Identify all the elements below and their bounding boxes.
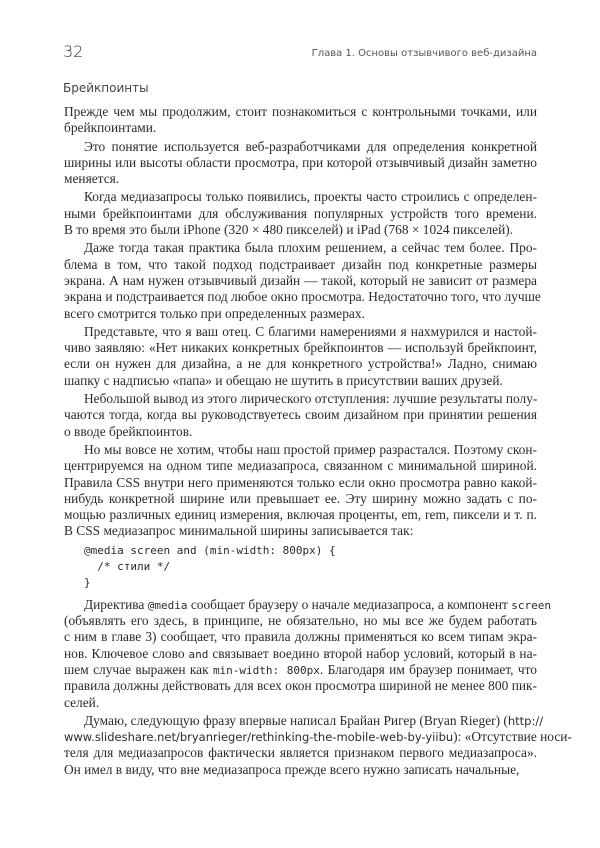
text-segment: экрана. А нам нужен отзывчивый дизайн — такой, который не зависит от размера [64,272,537,288]
text-line [64,507,537,523]
running-header: Глава 1. Основы отзывчивого веб-дизайна [311,48,537,59]
text-segment: Прежде чем мы продолжим, стоит познакомиться с контрольными точками, или [64,104,537,119]
paragraph [64,139,537,188]
text-segment: Небольшой вывод из этого лирического отступления: лучшие результаты полу- [84,391,538,407]
text-line [64,523,537,539]
paragraphs-before-code [64,104,541,540]
text-segment: если он нужен для дизайна, а не для конкретного устройства!» Ладно, снимаю [64,356,537,372]
inline-code: and [188,647,209,661]
text-line [64,273,537,289]
url-link[interactable]: www.slideshare.net/bryanrieger/rethinking-the-mobile-web-by-yiibu [64,730,454,745]
inline-code: screen [511,598,551,612]
text-segment: экрана и подстраивается под любое окно просмотра. Недостаточно того, что лучше [64,289,541,305]
text-segment: Представьте, что я ваш отец. С благими намерениями я нахмурился и настой- [84,323,537,339]
text-line [64,662,537,678]
text-segment: Он имел в виду, что вне медиазапроса прежде всего нужно записать начальные, [64,761,520,777]
text-line [64,289,541,305]
text-line [64,695,537,711]
text-segment: блема в том, что такой подход подстраивает дизайн под конкретные размеры [64,256,537,272]
text-line [64,155,537,171]
text-segment: . Благодаря им браузер понимает, что [319,661,537,677]
paragraph [64,189,537,238]
text-line [64,596,551,613]
paragraph [64,442,537,540]
text-segment: теля для медиазапросов фактически является признаком первого медиазапроса». [64,745,537,761]
text-line [64,491,537,507]
text-line [64,407,537,423]
paragraph [64,712,572,778]
text-segment: Директива [84,596,148,612]
text-line [64,171,537,187]
text-segment: ): «Отсутствие носи- [453,729,572,745]
text-segment: (объявлять его здесь, в принципе, не обязательно, но мы все же будем работать [64,613,537,629]
text-segment: Но мы вовсе не хотим, чтобы наш простой пример разрастался. Поэтому скон- [84,441,537,457]
text-segment: центрируемся на одном типе медиазапроса, связанном с минимальной шириной. [64,458,537,474]
text-line [64,458,537,474]
paragraphs-after-code [64,596,572,778]
text-segment: В то время это были iPhone (320 × 480 пикселей) и iPad (768 × 1024 пикселей). [64,222,514,238]
text-line [64,712,544,729]
text-segment: шем случае выражен как [64,661,213,677]
paragraph [64,596,551,711]
text-segment: чаются тогда, когда вы руководствуетесь своим дизайном при принятии решения [64,407,537,423]
text-segment: с ним в главе 3) сообщает, что правила должны применяться ко всем типам экра- [64,629,537,645]
section-heading: Брейкпоинты [63,81,149,95]
text-line [64,475,537,491]
text-line [64,306,537,322]
text-line [64,222,537,238]
text-line [64,189,537,205]
paragraph [64,104,537,137]
paragraph [64,240,541,321]
text-line [64,442,537,458]
paragraph [64,324,537,389]
text-line [64,373,537,389]
text-line [64,206,537,222]
text-line [64,139,537,155]
text-segment: мощью различных единиц измерения, включая проценты, em, rem, пиксели и т. п. [64,507,537,523]
inline-code: min-width: 800px [212,663,320,677]
paragraph [64,391,537,440]
code-block [64,543,537,591]
text-line [64,678,537,694]
text-segment: связывает воедино второй набор условий, который в на- [208,645,537,661]
text-segment: чиво заявляю: «Нет никаких конкретных брейкпоинтов — используй брейкпоинт, [64,340,537,356]
text-line [64,104,537,120]
text-segment: Это понятие используется веб-разработчиками для определения конкретной [84,138,537,154]
text-line [64,729,572,745]
text-segment: селей. [64,694,100,710]
text-segment: Думаю, следующую фразу впервые написал Брайан Ригер (Bryan Rieger) ( [84,712,508,728]
text-segment: нов. Ключевое слово [64,645,189,661]
text-line [64,613,537,629]
text-line [64,745,537,761]
text-segment: В CSS медиазапрос минимальной ширины записывается так: [64,523,414,539]
text-segment: брейкпоинтами. [64,120,157,136]
code-line: @media screen and (min-width: 800px) { [84,543,336,557]
text-line [64,391,537,407]
text-line [64,240,537,256]
text-segment: меняется. [64,171,120,187]
code-line: /* стили */ [84,559,171,573]
text-line [64,324,537,340]
text-line [64,424,537,440]
text-segment: нибудь конкретной ширине или превышает ее. Эту ширину можно задать с по- [64,490,537,506]
text-line [64,762,537,778]
text-segment: ными брейкпоинтами для обслуживания популярных устройств того времени. [64,205,537,221]
body-text [64,104,572,780]
text-line [64,629,537,645]
text-segment: Правила CSS внутри него применяются только если окно просмотра равно какой- [64,474,537,490]
page-number: 32 [63,42,84,61]
url-link[interactable]: http:// [507,713,544,728]
text-line [64,257,537,273]
text-segment: Когда медиазапросы только появились, проекты часто строились с определен- [84,189,537,205]
text-line [64,356,537,372]
text-segment: Даже тогда такая практика была плохим решением, а сейчас тем более. Про- [84,240,537,256]
text-line [64,120,537,136]
code-line: } [84,575,91,589]
text-segment: правила должны действовать для всех окон просмотра шириной не менее 800 пик- [64,678,537,694]
text-segment: всего смотрится только при определенных размерах. [64,305,365,321]
text-segment: сообщает браузеру о начале медиазапроса, а компонент [187,596,512,612]
inline-code: @media [147,598,188,612]
text-segment: о вводе брейкпоинтов. [64,423,193,439]
text-line [64,340,537,356]
text-segment: ширины или высоты области просмотра, при которой отзывчивый дизайн заметно [64,154,537,170]
text-segment: шапку с надписью «папа» и обещаю не шутить в присутствии ваших друзей. [64,372,503,388]
text-line [64,646,537,662]
